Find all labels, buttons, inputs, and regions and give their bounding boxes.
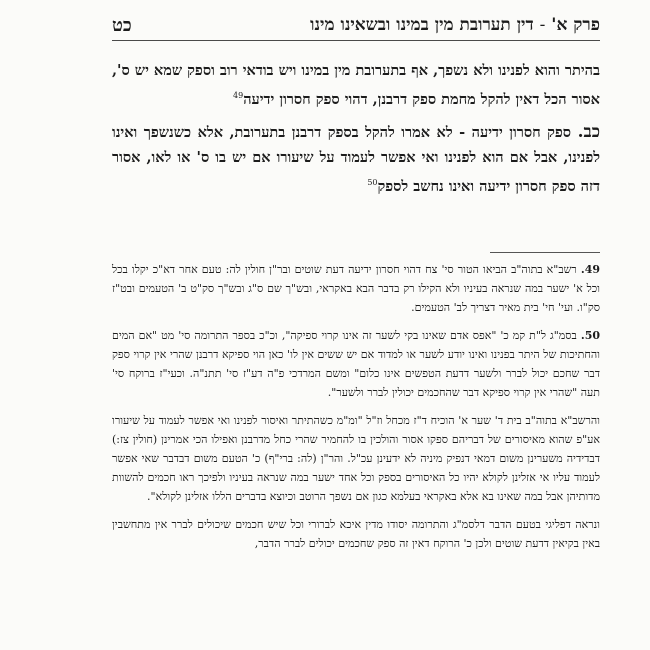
footnote-number: 50. [580,329,600,342]
paragraph-number: כב. [577,121,600,142]
footnote-text: רשב"א בתוה"ב הביאו הטור סי' צח דהוי חסרון ידיעה דעת שוטים ובר"ן חולין לה: טעם אחר דא"כ יקלו בכל וכל א' ישער במה שנראה בעיניו ולא הקילו רק בדבר הבא באקראי, ובש"ך שם ס"ג ובש"ך סק"ט ב' הטעמים ובט"ז סק"ו. ועי' חי' בית מאיר דצריך לב' הטעמים. [112,263,600,314]
chapter-title [310,15,600,35]
paragraph-2-text: - לא אמרו להקל בספק דרבנן בתערובת, אלא כשנשפך ואינו לפנינו, אבל אם הוא לפנינו ואי אפשר לעמוד על שיעורו אם יש בו ס' או לאו, אסור דזה ספק חסרון ידיעה ואינו נחשב לספק [112,123,600,195]
footnote-continuation-2 [112,515,600,553]
footnote-number: 49. [580,263,600,276]
footnote-ref-49: 49 [233,91,244,100]
paragraph-1-text: בהיתר והוא לפנינו ולא נשפך, אף בתערובת מין במינו ויש בודאי רוב וספק שמא יש ס', אסור הכל דאין להקל מחמת ספק דרבנן, דהוי ספק חסרון ידיעה [112,62,600,108]
chapter-subject: דין תערובת מין במינו ובשאינו מינו [310,15,534,35]
main-paragraph-1 [112,58,600,112]
footnote-ref-50: 50 [367,177,378,187]
footnote-text: והרשב"א בתוה"ב בית ד' שער א' הוכיח ד"ז מכחל וז"ל "ומ"מ כשהתיתר ואיסור לפנינו ואי אפשר לעמוד על שיעורו אע"פ שהוא מאיסורים של דבריהם ספקו אסור והולכין בו להחמיר שהרי כחל מדרבנן ואפילו הכי אמרינן (חולין צז:) דבדידיה משערינן משום דמאי דנפיק מיניה לא ידעינן עכ"ל. והר"ן (לה: ברי"ף) כ' הטעם משום דבדבר שאי אפשר לעמוד עליו אי אזלינן לקולא יהיו כל האיסורים בספק וכל אחד ישער במה שנראה בעיניו ולפיכך ראו חכמים להשוות מדותיהן אבל במה שאינו בא אלא באקראי בעלמא כגון אם נשפך הרוטב וכיוצא בדברים הללו אזלינן לקולא". [112,414,600,503]
running-header [112,12,600,41]
paragraph-heading: ספק חסרון ידיעה [471,123,572,141]
footnote-49 [112,260,600,317]
footnote-continuation-1 [112,411,600,506]
footnote-divider [490,252,600,253]
footnote-text: ונראה דפליגי בטעם הדבר דלסמ"ג והתרומה יסודו מדין איכא לברורי וכל שיש חכמים שיכולים לברר אין מתחשבין באין בקיאין דדעת שוטים ולכן כ' הרוקח דאין זה ספק שחכמים יכולים לברר הדבר, [112,518,600,550]
footnotes [112,260,600,562]
main-text [112,58,600,207]
chapter-label: פרק א' [551,15,600,35]
page-number: כט [112,14,132,36]
title-dash: - [539,15,546,35]
footnote-text: בסמ"ג ל"ת קמ כ' "אפס אדם שאינו בקי לשער זה אינו קרוי ספיקה", וכ"כ בספר התרומה סי' מט "אם המים והחתיכות של היתר בפנינו ואינו יודע לשער או למדוד אם יש ששים אין לו' כאן הוי ספיקא דרבנן שהרי אין קרוי ספק דבר שחכם יכול לברר ולשער דדעת הטפשים אינו כלום" ומשם המרדכי פ"ה דע"ז סי' תתנ"ה. וכעי"ז ברוקח סי' תעה "שהרי אין קרוי ספיקא דבר שהחכמים יכולין לברר ולשער". [112,329,600,399]
footnote-50 [112,326,600,402]
main-paragraph-2 [112,120,600,199]
